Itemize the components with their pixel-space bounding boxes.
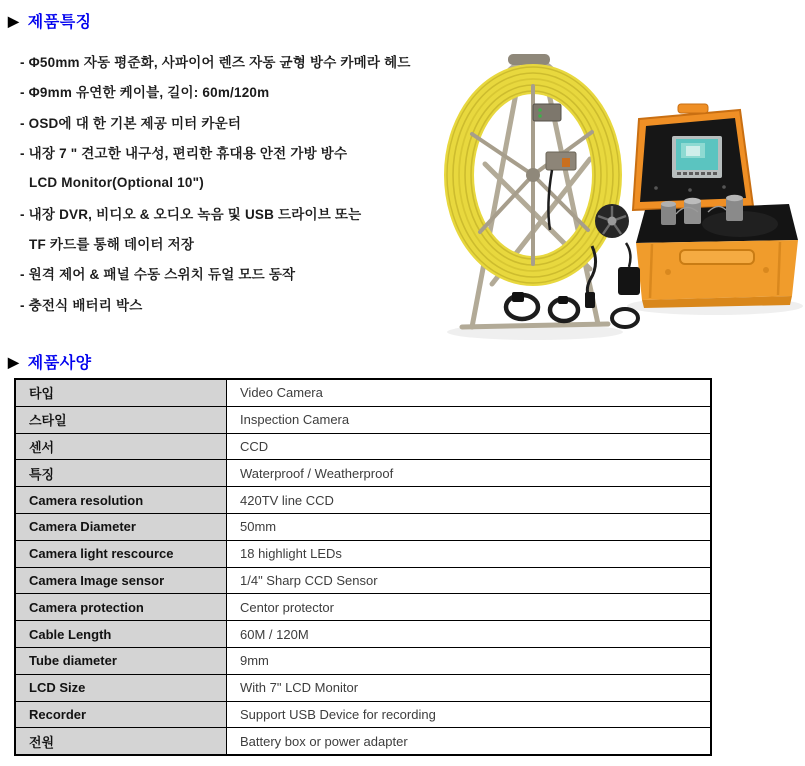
spec-label: 타입 [15,379,227,406]
spec-value: Centor protector [227,594,712,621]
spec-value: CCD [227,433,712,460]
spec-row [15,460,711,487]
spec-row [15,647,711,674]
spec-label: Camera resolution [15,487,227,514]
feature-line: - OSD에 대 한 기본 제공 미터 카운터 [20,115,242,131]
features-section-title: 제품특징 [27,14,92,31]
spec-row [15,406,711,433]
spec-label: Recorder [15,701,227,728]
feature-line: - 내장 7 " 견고한 내구성, 편리한 휴대용 안전 가방 방수 [20,146,348,162]
spec-value: Video Camera [227,379,712,406]
feature-line: - 충전식 배터리 박스 [20,297,143,313]
spec-value: 50mm [227,513,712,540]
feature-line: - 원격 제어 & 패널 수동 스위치 듀얼 모드 동작 [20,267,296,283]
spec-value: 60M / 120M [227,621,712,648]
spec-row [15,621,711,648]
spec-row [15,540,711,567]
feature-line: - 내장 DVR, 비디오 & 오디오 녹음 및 USB 드라이브 또는 [20,206,362,222]
spec-label: Camera Diameter [15,513,227,540]
specs-section-title: 제품사양 [27,355,92,372]
cable-reel-illustration [447,54,629,327]
spec-row [15,379,711,406]
spec-row [15,701,711,728]
feature-line: - Φ50mm 자동 평준화, 사파이어 렌즈 자동 균형 방수 카메라 헤드 [20,55,411,71]
feature-line-continuation: LCD Monitor(Optional 10") [29,174,204,190]
spec-row [15,513,711,540]
spec-label: 스타일 [15,406,227,433]
feature-line-continuation: TF 카드를 통해 데이터 저장 [29,236,195,252]
spec-value: Inspection Camera [227,406,712,433]
spec-row [15,728,711,755]
spec-value: 1/4" Sharp CCD Sensor [227,567,712,594]
product-photo [440,33,805,345]
spec-value: 18 highlight LEDs [227,540,712,567]
feature-line: - Φ9mm 유연한 케이블, 길이: 60m/120m [20,85,270,101]
spec-label: Camera protection [15,594,227,621]
spec-value: 9mm [227,647,712,674]
triangle-bullet-icon: ▶ [8,353,19,370]
spec-row [15,567,711,594]
spec-label: Tube diameter [15,647,227,674]
specs-section-header [8,350,92,373]
features-section-header [8,9,92,32]
spec-value: 420TV line CCD [227,487,712,514]
spec-row [15,594,711,621]
spec-label: 전원 [15,728,227,755]
spec-label: LCD Size [15,674,227,701]
specs-table [14,378,712,756]
spec-value: Battery box or power adapter [227,728,712,755]
spec-row [15,674,711,701]
spec-label: Cable Length [15,621,227,648]
feature-list [20,46,450,319]
carry-case-illustration [633,104,798,308]
spec-value: With 7" LCD Monitor [227,674,712,701]
spec-value: Support USB Device for recording [227,701,712,728]
spec-value: Waterproof / Weatherproof [227,460,712,487]
spec-row [15,487,711,514]
spec-label: Camera light rescource [15,540,227,567]
spec-label: 특징 [15,460,227,487]
spec-label: Camera Image sensor [15,567,227,594]
spec-label: 센서 [15,433,227,460]
spec-row [15,433,711,460]
triangle-bullet-icon: ▶ [8,12,19,29]
